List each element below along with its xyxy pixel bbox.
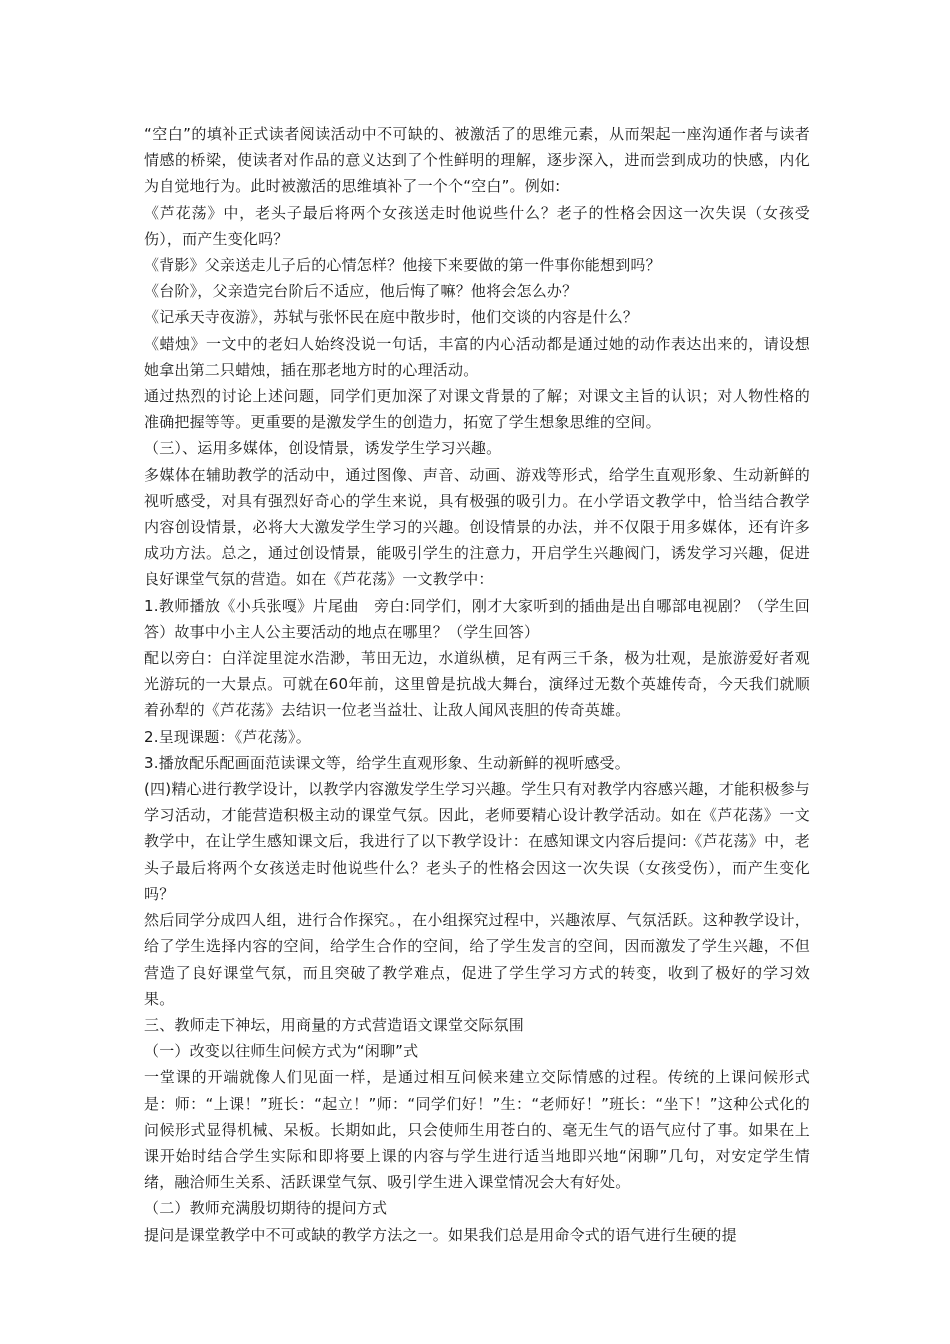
- section-heading-teacher: 三、教师走下神坛，用商量的方式营造语文课堂交际氛围: [144, 1015, 525, 1034]
- paragraph-chengtiansi-question: 《记承天寺夜游》，苏轼与张怀民在庭中散步时，他们交谈的内容是什么？: [144, 308, 639, 327]
- paragraph-discussion-summary: 通过热烈的讨论上述问题，同学们更加深了对课文背景的了解；对课文主旨的认识；对人物性格的准确把握等等。更重要的是激发学生的创造力，拓宽了学生想象思维的空间。: [144, 387, 810, 432]
- subsection-heading-questioning: （二）教师充满殷切期待的提问方式: [144, 1199, 388, 1218]
- section-heading-multimedia: （三）、运用多媒体，创设情景，诱发学生学习兴趣。: [144, 439, 502, 458]
- paragraph-step-3: 3.播放配乐配画面范读课文等，给学生直观形象、生动新鲜的视听感受。: [144, 753, 630, 772]
- paragraph-blank-filling-intro: “空白”的填补正式读者阅读活动中不可缺的、被激活了的思维元素，从而架起一座沟通作者与读者情感的桥梁，使读者对作品的意义达到了个性鲜明的理解，逐步深入，进而尝到成功的快感，内化为自觉地行为。此时被激活的思维填补了一个个“空白”。例如:: [144, 125, 810, 196]
- paragraph-teaching-design: (四)精心进行教学设计，以教学内容激发学生学习兴趣。学生只有对教学内容感兴趣，才能积极参与学习活动，才能营造积极主动的课堂气氛。因此，老师要精心设计教学活动。如在《芦花荡》一文教学中，在让学生感知课文后，我进行了以下教学设计：在感知课文内容后提问:《芦花荡》中，老头子最后将两个女孩送走时他说些什么？老头子的性格会因这一次失误（女孩受伤），而产生变化吗？: [144, 780, 810, 903]
- paragraph-lazhu-question: 《蜡烛》一文中的老妇人始终没说一句话，丰富的内心活动都是通过她的动作表达出来的，请设想她拿出第二只蜡烛，插在那老地方时的心理活动。: [144, 334, 810, 379]
- paragraph-beiying-question: 《背影》父亲送走儿子后的心情怎样？他接下来要做的第一件事你能想到吗？: [144, 256, 661, 275]
- paragraph-group-work: 然后同学分成四人组，进行合作探究。，在小组探究过程中，兴趣浓厚、气氛活跃。这种教学设计，给了学生选择内容的空间，给学生合作的空间，给了学生发言的空间，因而激发了学生兴趣，不但营造了良好课堂气氛，而且突破了教学难点，促进了学生学习方式的转变，收到了极好的学习效果。: [144, 911, 810, 1008]
- paragraph-narration: 配以旁白：白洋淀里淀水浩渺，苇田无边，水道纵横，足有两三千条，极为壮观，是旅游爱好者观光游玩的一大景点。可就在60年前，这里曾是抗战大舞台，演绎过无数个英雄传奇，今天我们就顺着孙犁的《芦花荡》去结识一位老当益壮、让敌人闻风丧胆的传奇英雄。: [144, 649, 810, 720]
- paragraph-greeting: 一堂课的开端就像人们见面一样，是通过相互问候来建立交际情感的过程。传统的上课问候形式是：师：“上课！”班长：“起立！”师：“同学们好！”生：“老师好！”班长：“坐下！”这种公式化的问候形式显得机械、呆板。长期如此，只会使师生用苍白的、毫无生气的语气应付了事。如果在上课开始时结合学生实际和即将要上课的内容与学生进行适当地即兴地“闲聊”几句，对安定学生情绪，融洽师生关系、活跃课堂气氛、吸引学生进入课堂情况会大有好处。: [144, 1068, 810, 1192]
- paragraph-step-2: 2.呈现课题：《芦花荡》。: [144, 727, 311, 746]
- paragraph-step-1: 1.教师播放《小兵张嘎》片尾曲 旁白:同学们，刚才大家听到的插曲是出自哪部电视剧？（学生回答）故事中小主人公主要活动的地点在哪里？（学生回答）: [144, 596, 810, 641]
- paragraph-luhuadang-question: 《芦花荡》中，老头子最后将两个女孩送走时他说些什么？老子的性格会因这一次失误（女孩受伤），而产生变化吗？: [144, 203, 810, 248]
- subsection-heading-greeting: （一）改变以往师生问候方式为“闲聊”式: [144, 1042, 419, 1061]
- document-body: [144, 121, 810, 1248]
- paragraph-taijie-question: 《台阶》，父亲造完台阶后不适应，他后悔了嘛？他将会怎么办？: [144, 282, 578, 301]
- paragraph-multimedia: 多媒体在辅助教学的活动中，通过图像、声音、动画、游戏等形式，给学生直观形象、生动新鲜的视听感受，对具有强烈好奇心的学生来说，具有极强的吸引力。在小学语文教学中，恰当结合教学内容创设情景，必将大大激发学生学习的兴趣。创设情景的办法，并不仅限于用多媒体，还有许多成功方法。总之，通过创设情景，能吸引学生的注意力，开启学生兴趣阀门，诱发学习兴趣，促进良好课堂气氛的营造。如在《芦花荡》一文教学中：: [144, 465, 810, 589]
- paragraph-questioning: 提问是课堂教学中不可或缺的教学方法之一。如果我们总是用命令式的语气进行生硬的提: [144, 1225, 737, 1244]
